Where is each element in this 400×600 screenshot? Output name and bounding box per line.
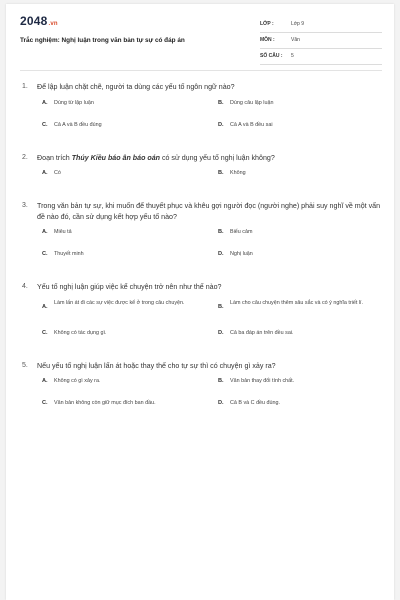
option-text: Văn bản thay đổi tính chất.: [230, 378, 295, 384]
option-text: Cả A và B đều sai: [230, 121, 273, 128]
option-text: Không có gì xảy ra.: [54, 378, 101, 384]
option-letter: C.: [42, 329, 48, 336]
option-a[interactable]: [42, 99, 212, 107]
option-letter: C.: [42, 121, 48, 128]
option-text: Làm lấn át đi các sự việc được kể ở trong câu chuyện.: [54, 299, 185, 306]
options: [20, 377, 382, 409]
meta-subject: [260, 35, 382, 49]
option-letter: A.: [42, 229, 48, 235]
question-prompt-end: có sử dụng yếu tố nghị luận không?: [160, 153, 275, 162]
options: [20, 299, 382, 339]
question-2: [20, 153, 382, 180]
option-text: Miêu tả: [54, 229, 72, 235]
option-letter: A.: [42, 378, 48, 384]
meta-value: Lớp 9: [291, 21, 305, 27]
option-c[interactable]: [42, 329, 212, 337]
meta-label: LỚP :: [260, 21, 274, 27]
option-letter: C.: [42, 400, 48, 406]
option-b[interactable]: [218, 99, 388, 107]
option-text: Cả A và B đều đúng: [54, 121, 102, 128]
question-1: [20, 82, 382, 131]
question-text: [20, 201, 382, 222]
options: [20, 228, 382, 260]
option-d[interactable]: [218, 399, 388, 407]
option-text: Biểu cảm: [230, 229, 253, 235]
option-letter: D.: [218, 400, 224, 406]
question-number: 1.: [22, 83, 28, 90]
question-number: 2.: [22, 153, 28, 161]
meta-value: 5: [291, 53, 294, 59]
question-text: [20, 82, 382, 93]
logo-suffix: .vn: [48, 21, 58, 27]
question-5: [20, 361, 382, 410]
option-text: Có: [54, 170, 61, 176]
option-text: Thuyết minh: [54, 251, 84, 257]
question-number: 5.: [22, 361, 28, 369]
option-letter: B.: [218, 229, 224, 235]
question-prompt-start: Đoạn trích: [37, 153, 72, 162]
option-d[interactable]: [218, 329, 388, 337]
question-text: [20, 153, 382, 164]
option-c[interactable]: [42, 121, 212, 129]
page-title: Trắc nghiệm: Nghị luận trong văn bản tự sự có đáp án: [20, 37, 185, 44]
question-4: [20, 282, 382, 339]
page-header: [20, 14, 382, 64]
option-text: Dùng câu lập luận: [230, 99, 274, 106]
option-a[interactable]: [42, 299, 212, 310]
option-letter: B.: [218, 378, 224, 384]
option-letter: A.: [42, 303, 48, 310]
site-logo[interactable]: [20, 14, 58, 28]
option-b[interactable]: [218, 377, 388, 385]
option-letter: C.: [42, 251, 48, 257]
question-number: 4.: [22, 283, 28, 290]
question-text: [20, 361, 382, 372]
option-text: Nghị luận: [230, 251, 253, 257]
question-3: [20, 201, 382, 260]
option-c[interactable]: [42, 399, 212, 407]
option-d[interactable]: [218, 121, 388, 129]
meta-label: MÔN :: [260, 37, 275, 43]
option-a[interactable]: [42, 169, 212, 177]
option-text: Làm cho câu chuyện thêm sâu sắc và có ý nghĩa triết lí.: [230, 299, 364, 306]
option-letter: B.: [218, 303, 224, 310]
question-prompt: Trong văn bản tự sự, khi muốn để thuyết phục và khêu gợi người đọc (người nghe) phải suy nghĩ về một vấn đề nào đó, cần sử dụng kết hợp yếu tố nào?: [37, 202, 381, 221]
option-c[interactable]: [42, 250, 212, 258]
option-a[interactable]: [42, 377, 212, 385]
option-a[interactable]: [42, 228, 212, 236]
option-text: Văn bản không còn giữ mục đích ban đầu.: [54, 400, 156, 406]
meta-panel: [260, 19, 382, 67]
meta-label: SỐ CÂU :: [260, 53, 283, 59]
work-title: Thúy Kiều báo ân báo oán: [71, 153, 160, 162]
options: [20, 169, 382, 179]
option-letter: A.: [42, 170, 48, 176]
question-number: 3.: [22, 202, 28, 209]
option-letter: D.: [218, 329, 224, 336]
question-prompt: Yếu tố nghị luận giúp việc kể chuyện trở nên như thế nào?: [37, 283, 222, 291]
option-letter: D.: [218, 121, 224, 128]
meta-value: Văn: [291, 37, 300, 43]
options: [20, 99, 382, 131]
question-list: [20, 82, 382, 409]
header-divider: [20, 70, 382, 71]
option-b[interactable]: [218, 228, 388, 236]
meta-question-count: [260, 51, 382, 65]
option-d[interactable]: [218, 250, 388, 258]
option-letter: B.: [218, 99, 224, 106]
option-letter: D.: [218, 251, 224, 257]
option-text: Cả B và C đều đúng.: [230, 400, 281, 406]
meta-class: [260, 19, 382, 33]
option-text: Dùng từ lập luận: [54, 99, 94, 106]
question-text: [20, 282, 382, 293]
option-text: Không: [230, 170, 246, 176]
question-prompt: Nếu yếu tố nghị luận lấn át hoặc thay thế cho tự sự thì có chuyện gì xảy ra?: [37, 361, 276, 370]
question-prompt: Để lập luận chặt chẽ, người ta dùng các yếu tố ngôn ngữ nào?: [37, 83, 235, 91]
option-text: Không có tác dụng gì.: [54, 329, 107, 336]
option-b[interactable]: [218, 299, 388, 310]
option-letter: B.: [218, 170, 224, 176]
option-b[interactable]: [218, 169, 388, 177]
option-letter: A.: [42, 99, 48, 106]
option-text: Cả ba đáp án trên đều sai.: [230, 329, 294, 336]
logo-text: 2048: [20, 14, 48, 28]
worksheet-page: [6, 4, 394, 600]
